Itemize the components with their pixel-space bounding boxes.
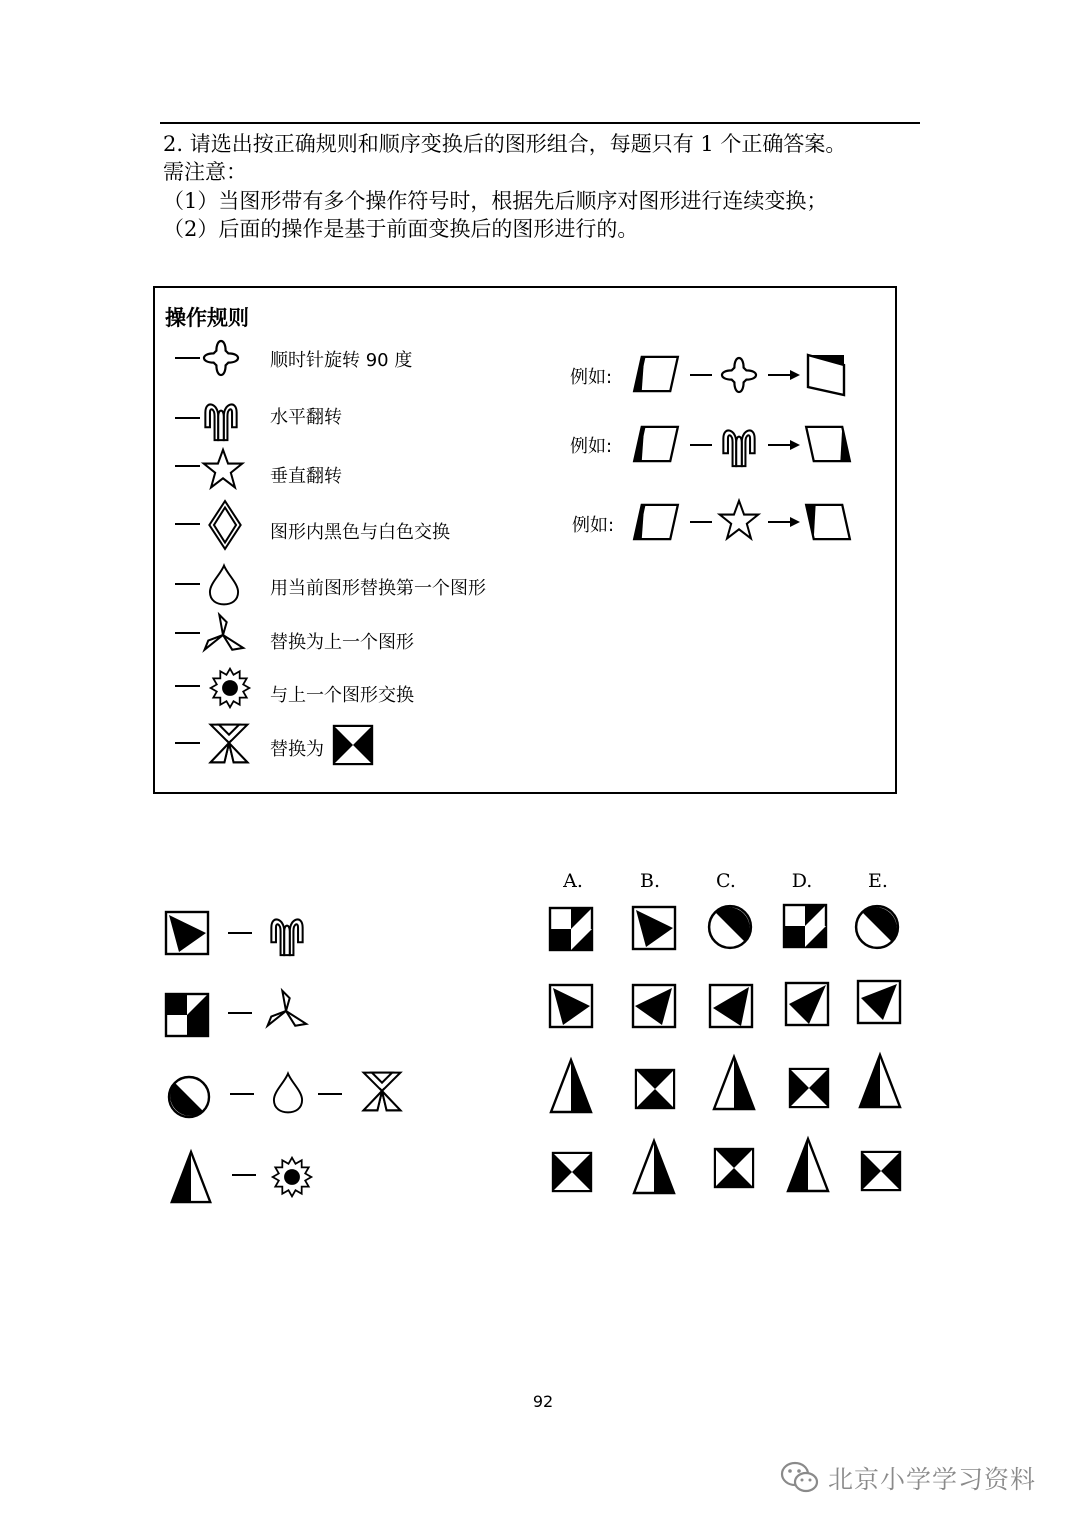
propeller-icon bbox=[268, 991, 307, 1026]
arrow-icon bbox=[790, 517, 800, 527]
option-c4[interactable] bbox=[715, 1149, 753, 1187]
question-shape bbox=[166, 912, 208, 954]
wechat-icon bbox=[780, 1460, 820, 1496]
option-e4[interactable] bbox=[862, 1152, 900, 1190]
rule-row-replace-prev bbox=[175, 615, 243, 650]
rules-title: 操作规则 bbox=[165, 306, 249, 330]
option-b2[interactable] bbox=[633, 985, 675, 1027]
rule-row-hflip bbox=[175, 404, 237, 440]
question-row-4 bbox=[172, 1152, 312, 1202]
rule-desc-vflip: 垂直翻转 bbox=[270, 466, 342, 487]
rule-desc-hflip: 水平翻转 bbox=[270, 407, 342, 428]
option-a3[interactable] bbox=[551, 1060, 591, 1112]
example-3 bbox=[634, 501, 850, 539]
parallelogram-shape bbox=[634, 357, 678, 391]
option-label-e: E. bbox=[868, 870, 888, 892]
rule-desc-replace-with: 替换为 bbox=[270, 739, 324, 760]
option-a4[interactable] bbox=[553, 1153, 591, 1191]
diamond-icon bbox=[209, 501, 240, 549]
sun-icon bbox=[211, 669, 250, 708]
option-label-b: B. bbox=[639, 870, 660, 892]
parallelogram-shape bbox=[634, 427, 678, 461]
rule-desc-invert: 图形内黑色与白色交换 bbox=[270, 522, 450, 543]
example-label-1: 例如: bbox=[570, 367, 613, 388]
rule-desc-swap-prev: 与上一个图形交换 bbox=[270, 685, 414, 706]
option-b4[interactable] bbox=[634, 1141, 674, 1193]
option-d4[interactable] bbox=[788, 1139, 828, 1191]
example-1 bbox=[634, 355, 844, 395]
option-b3[interactable] bbox=[636, 1070, 674, 1108]
rule-desc-rotate: 顺时针旋转 90 度 bbox=[270, 350, 413, 371]
rule-row-rotate bbox=[175, 341, 238, 375]
option-d2[interactable] bbox=[786, 983, 828, 1025]
triple-triangle-icon bbox=[364, 1073, 401, 1111]
question-row-2 bbox=[166, 991, 306, 1036]
option-e2[interactable] bbox=[858, 981, 900, 1023]
sun-icon bbox=[273, 1158, 312, 1197]
fountain-icon bbox=[723, 430, 754, 466]
drop-icon bbox=[274, 1074, 302, 1113]
rule-row-invert bbox=[175, 501, 241, 549]
question-row-3 bbox=[169, 1073, 400, 1117]
option-c1[interactable] bbox=[709, 906, 751, 948]
drop-icon bbox=[210, 566, 238, 605]
rule-desc-replace-prev: 替换为上一个图形 bbox=[270, 632, 414, 653]
rule-row-swap-prev bbox=[175, 669, 249, 708]
cross-icon bbox=[722, 358, 756, 392]
fountain-icon bbox=[205, 404, 236, 440]
watermark-text: 北京小学学习资料 bbox=[828, 1465, 1037, 1494]
option-d3[interactable] bbox=[790, 1069, 828, 1107]
bowtie-target-shape bbox=[334, 726, 372, 764]
example-label-2: 例如: bbox=[570, 436, 613, 457]
cross-icon bbox=[204, 341, 238, 375]
question-line-3: （1）当图形带有多个操作符号时，根据先后顺序对图形进行连续变换； bbox=[163, 189, 828, 213]
triple-triangle-icon bbox=[211, 725, 248, 763]
parallelogram-shape bbox=[634, 505, 678, 539]
fountain-icon bbox=[271, 919, 302, 955]
question-line-2: 需注意： bbox=[163, 160, 247, 184]
example-label-3: 例如: bbox=[572, 515, 615, 536]
question-shape bbox=[166, 994, 208, 1036]
option-label-d: D. bbox=[791, 870, 813, 892]
option-d1[interactable] bbox=[784, 905, 826, 947]
rule-desc-replace-first: 用当前图形替换第一个图形 bbox=[270, 578, 486, 599]
question-shape bbox=[172, 1152, 211, 1202]
rule-row-replace-with bbox=[175, 725, 372, 764]
option-c3[interactable] bbox=[714, 1057, 754, 1109]
option-c2[interactable] bbox=[710, 985, 752, 1027]
option-e1[interactable] bbox=[856, 906, 898, 948]
arrow-icon bbox=[790, 370, 800, 380]
question-row-1 bbox=[166, 912, 303, 955]
option-a1[interactable] bbox=[550, 908, 592, 950]
rule-row-replace-first bbox=[175, 566, 238, 605]
page-number: 92 bbox=[532, 1392, 554, 1411]
star-icon bbox=[204, 450, 243, 488]
option-label-a: A. bbox=[563, 870, 583, 892]
rule-row-vflip bbox=[175, 450, 242, 488]
option-b1[interactable] bbox=[633, 907, 675, 949]
option-label-c: C. bbox=[716, 870, 736, 892]
result-shape bbox=[806, 427, 850, 461]
result-shape bbox=[808, 355, 844, 395]
star-icon bbox=[720, 501, 759, 539]
propeller-icon bbox=[205, 615, 244, 650]
arrow-icon bbox=[790, 440, 800, 450]
option-e3[interactable] bbox=[860, 1055, 900, 1107]
watermark bbox=[780, 1458, 1036, 1498]
question-line-4: （2）后面的操作是基于前面变换后的图形进行的。 bbox=[163, 217, 639, 241]
question-shape bbox=[169, 1077, 209, 1117]
example-2 bbox=[634, 427, 850, 466]
option-a2[interactable] bbox=[550, 985, 592, 1027]
result-shape bbox=[806, 505, 850, 539]
question-line-1: 2. 请选出按正确规则和顺序变换后的图形组合，每题只有 1 个正确答案。 bbox=[163, 132, 847, 156]
